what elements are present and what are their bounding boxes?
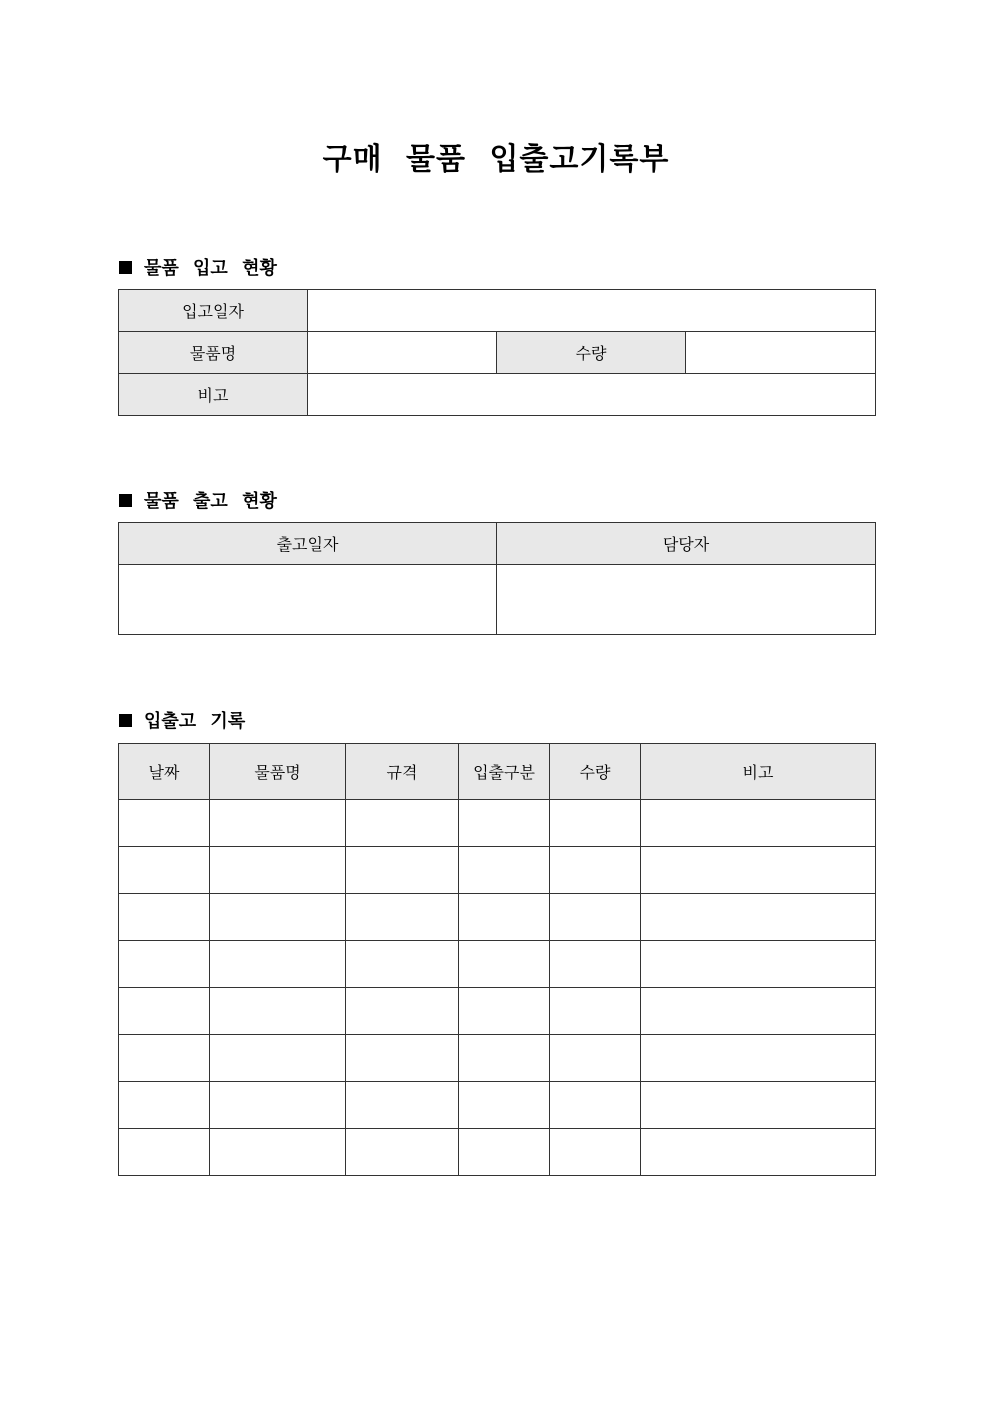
log-cell-inout[interactable] [459, 988, 550, 1035]
outgoing-section-heading [119, 487, 277, 513]
incoming-note-label: 비고 [119, 374, 308, 416]
log-cell-spec[interactable] [346, 941, 459, 988]
outgoing-manager-label: 담당자 [497, 523, 876, 565]
incoming-note-field[interactable] [308, 374, 876, 416]
log-cell-date[interactable] [119, 1082, 210, 1129]
incoming-item-label: 물품명 [119, 332, 308, 374]
log-cell-qty[interactable] [550, 847, 641, 894]
log-cell-item[interactable] [210, 1082, 346, 1129]
outgoing-date-field[interactable] [119, 565, 497, 635]
log-cell-spec[interactable] [346, 894, 459, 941]
log-cell-inout[interactable] [459, 847, 550, 894]
outgoing-heading-text: 물품 출고 현황 [144, 491, 277, 512]
log-cell-item[interactable] [210, 941, 346, 988]
log-cell-spec[interactable] [346, 800, 459, 847]
log-body [119, 800, 876, 1176]
log-cell-qty[interactable] [550, 1129, 641, 1176]
log-cell-date[interactable] [119, 988, 210, 1035]
log-cell-item[interactable] [210, 894, 346, 941]
log-col-item: 물품명 [210, 744, 346, 800]
log-cell-qty[interactable] [550, 894, 641, 941]
log-cell-date[interactable] [119, 847, 210, 894]
square-bullet-icon [119, 261, 132, 274]
log-cell-qty[interactable] [550, 988, 641, 1035]
log-cell-date[interactable] [119, 894, 210, 941]
log-section-heading [119, 707, 245, 733]
log-cell-date[interactable] [119, 1035, 210, 1082]
log-col-qty: 수량 [550, 744, 641, 800]
log-cell-spec[interactable] [346, 1129, 459, 1176]
log-heading-text: 입출고 기록 [144, 711, 246, 732]
incoming-table [118, 289, 876, 416]
table-row [119, 894, 876, 941]
outgoing-table [118, 522, 876, 635]
incoming-qty-field[interactable] [686, 332, 876, 374]
log-cell-item[interactable] [210, 847, 346, 894]
incoming-date-label: 입고일자 [119, 290, 308, 332]
square-bullet-icon [119, 714, 132, 727]
log-cell-item[interactable] [210, 800, 346, 847]
log-cell-note[interactable] [641, 847, 876, 894]
log-cell-inout[interactable] [459, 894, 550, 941]
log-cell-note[interactable] [641, 1129, 876, 1176]
log-cell-item[interactable] [210, 1129, 346, 1176]
incoming-section-heading [119, 254, 277, 280]
incoming-qty-label: 수량 [497, 332, 686, 374]
log-cell-qty[interactable] [550, 941, 641, 988]
incoming-date-field[interactable] [308, 290, 876, 332]
log-cell-spec[interactable] [346, 988, 459, 1035]
incoming-item-field[interactable] [308, 332, 497, 374]
table-row [119, 1035, 876, 1082]
log-cell-inout[interactable] [459, 1035, 550, 1082]
log-cell-date[interactable] [119, 941, 210, 988]
log-col-date: 날짜 [119, 744, 210, 800]
table-row [119, 941, 876, 988]
log-cell-spec[interactable] [346, 1082, 459, 1129]
log-cell-date[interactable] [119, 1129, 210, 1176]
log-cell-note[interactable] [641, 988, 876, 1035]
outgoing-date-label: 출고일자 [119, 523, 497, 565]
log-cell-note[interactable] [641, 800, 876, 847]
log-cell-inout[interactable] [459, 800, 550, 847]
outgoing-manager-field[interactable] [497, 565, 876, 635]
log-cell-item[interactable] [210, 988, 346, 1035]
log-cell-qty[interactable] [550, 1082, 641, 1129]
log-col-inout: 입출구분 [459, 744, 550, 800]
log-table [118, 743, 876, 1176]
document-title: 구매 물품 입출고기록부 [322, 142, 670, 177]
log-cell-date[interactable] [119, 800, 210, 847]
square-bullet-icon [119, 494, 132, 507]
table-row [119, 800, 876, 847]
log-col-note: 비고 [641, 744, 876, 800]
log-col-spec: 규격 [346, 744, 459, 800]
table-row [119, 988, 876, 1035]
log-cell-spec[interactable] [346, 1035, 459, 1082]
log-cell-note[interactable] [641, 894, 876, 941]
incoming-heading-text: 물품 입고 현황 [144, 258, 277, 279]
table-row [119, 1082, 876, 1129]
table-row [119, 1129, 876, 1176]
log-cell-qty[interactable] [550, 1035, 641, 1082]
log-cell-inout[interactable] [459, 1082, 550, 1129]
table-row [119, 847, 876, 894]
log-cell-qty[interactable] [550, 800, 641, 847]
log-cell-spec[interactable] [346, 847, 459, 894]
log-header-row [119, 744, 876, 800]
log-cell-note[interactable] [641, 941, 876, 988]
log-cell-inout[interactable] [459, 1129, 550, 1176]
log-cell-note[interactable] [641, 1035, 876, 1082]
log-cell-inout[interactable] [459, 941, 550, 988]
log-cell-note[interactable] [641, 1082, 876, 1129]
log-cell-item[interactable] [210, 1035, 346, 1082]
